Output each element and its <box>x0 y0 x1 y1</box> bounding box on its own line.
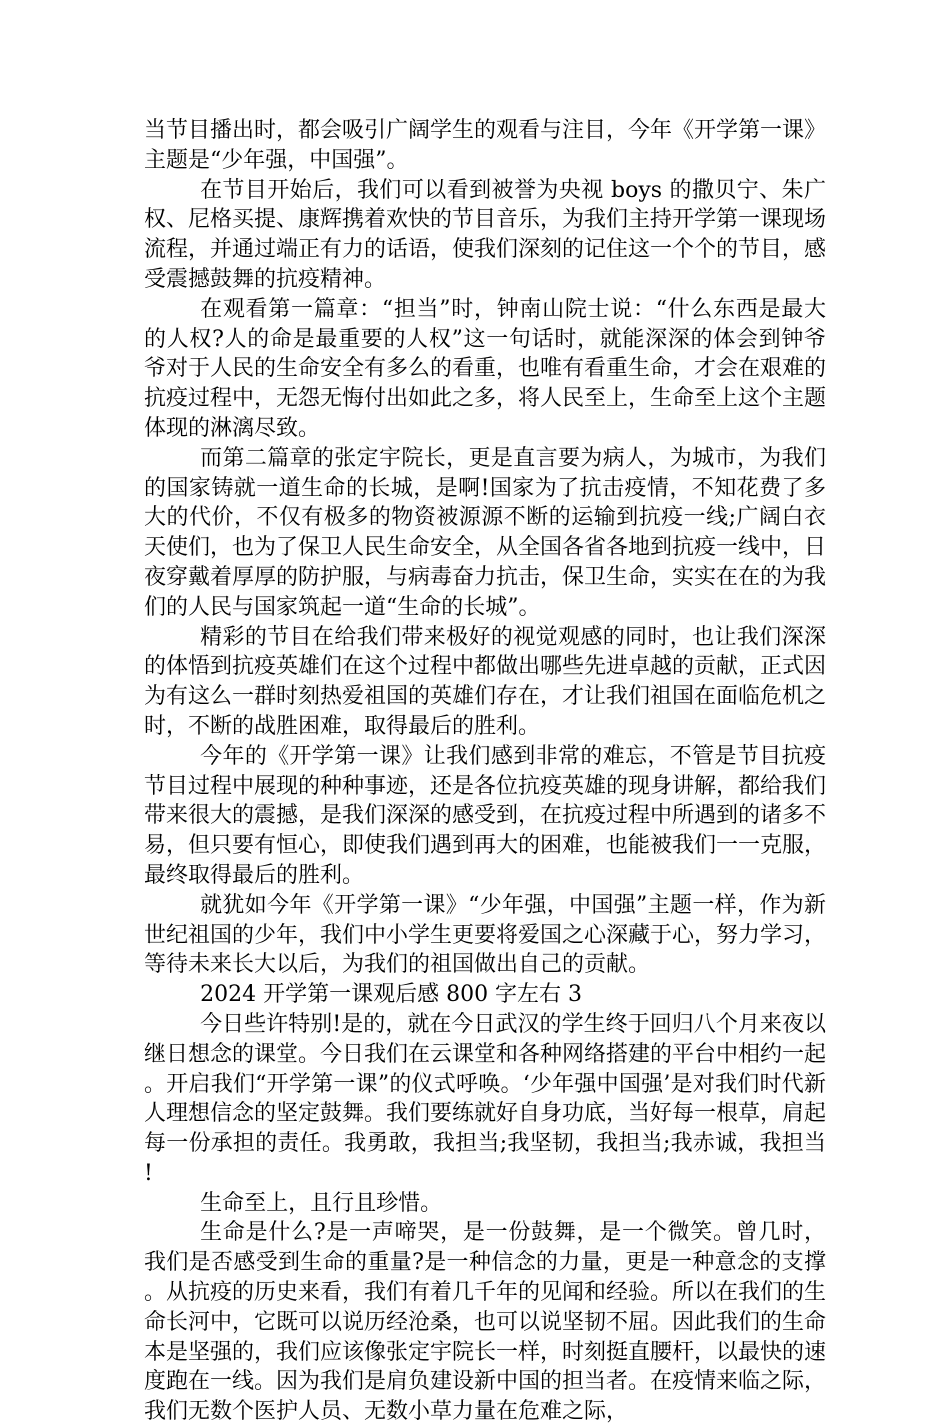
paragraph-10: 生命是什么?是一声啼哭，是一份鼓舞，是一个微笑。曾几时，我们是否感受到生命的重量?是一种信念的力量，更是一种意念的支撑。从抗疫的历史来看，我们有着几千年的见闻和经验。所以在我们的生命长河中，它既可以说历经沧桑，也可以说坚韧不屈。因此我们的生命本是坚强的，我们应该像张定宇院长一样，时刻挺直腰杆，以最快的速度跑在一线。因为我们是肩负建设新中国的担当者。在疫情来临之际，我们无数个医护人员、无数小草力量在危难之际， <box>144 1220 827 1425</box>
paragraph-8: 今日些许特别!是的，就在今日武汉的学生终于回归八个月来夜以继日想念的课堂。今日我们在云课堂和各种网络搭建的平台中相约一起。开启我们“开学第一课”的仪式呼唤。‘少年强中国强’是对我们时代新人理想信念的坚定鼓舞。我们要练就好自身功底，当好每一根草，肩起每一份承担的责任。我勇敢，我担当;我坚韧，我担当;我赤诚，我担当! <box>144 1011 827 1186</box>
paragraph-4: 而第二篇章的张定宇院长，更是直言要为病人，为城市，为我们的国家铸就一道生命的长城，是啊!国家为了抗击疫情，不知花费了多大的代价，不仅有极多的物资被源源不断的运输到抗疫一线;广阔白衣天使们，也为了保卫人民生命安全，从全国各省各地到抗疫一线中，日夜穿戴着厚厚的防护服，与病毒奋力抗击，保卫生命，实实在在的为我们的人民与国家筑起一道“生命的长城”。 <box>144 445 827 620</box>
paragraph-3: 在观看第一篇章：“担当”时，钟南山院士说：“什么东西是最大的人权?人的命是最重要的人权”这一句话时，就能深深的体会到钟爷爷对于人民的生命安全有多么的看重，也唯有看重生命，才会在艰难的抗疫过程中，无怨无悔付出如此之多，将人民至上，生命至上这个主题体现的淋漓尽致。 <box>144 296 827 441</box>
paragraph-1: 当节目播出时，都会吸引广阔学生的观看与注目，今年《开学第一课》主题是“少年强，中国强”。 <box>144 118 827 173</box>
paragraph-2: 在节目开始后，我们可以看到被誉为央视 boys 的撒贝宁、朱广权、尼格买提、康辉携着欢快的节目音乐，为我们主持开学第一课现场流程，并通过端正有力的话语，使我们深刻的记住这一个个的节目，感受震撼鼓舞的抗疫精神。 <box>144 177 827 292</box>
paragraph-5: 精彩的节目在给我们带来极好的视觉观感的同时，也让我们深深的体悟到抗疫英雄们在这个过程中都做出哪些先进卓越的贡献，正式因为有这么一群时刻热爱祖国的英雄们存在，才让我们祖国在面临危机之时，不断的战胜困难，取得最后的胜利。 <box>144 624 827 739</box>
paragraph-9: 生命至上，且行且珍惜。 <box>200 1190 443 1216</box>
section-heading: 2024 开学第一课观后感 800 字左右 3 <box>200 982 583 1008</box>
paragraph-6: 今年的《开学第一课》让我们感到非常的难忘，不管是节目抗疫节目过程中展现的种种事迹，还是各位抗疫英雄的现身讲解，都给我们带来很大的震撼，是我们深深的感受到，在抗疫过程中所遇到的诸多不易，但只要有恒心，即使我们遇到再大的困难，也能被我们一一克服，最终取得最后的胜利。 <box>144 743 827 888</box>
document-page <box>144 116 826 1427</box>
paragraph-7: 就犹如今年《开学第一课》“少年强，中国强”主题一样，作为新世纪祖国的少年，我们中小学生更要将爱国之心深藏于心，努力学习，等待未来长大以后，为我们的祖国做出自己的贡献。 <box>144 892 827 978</box>
